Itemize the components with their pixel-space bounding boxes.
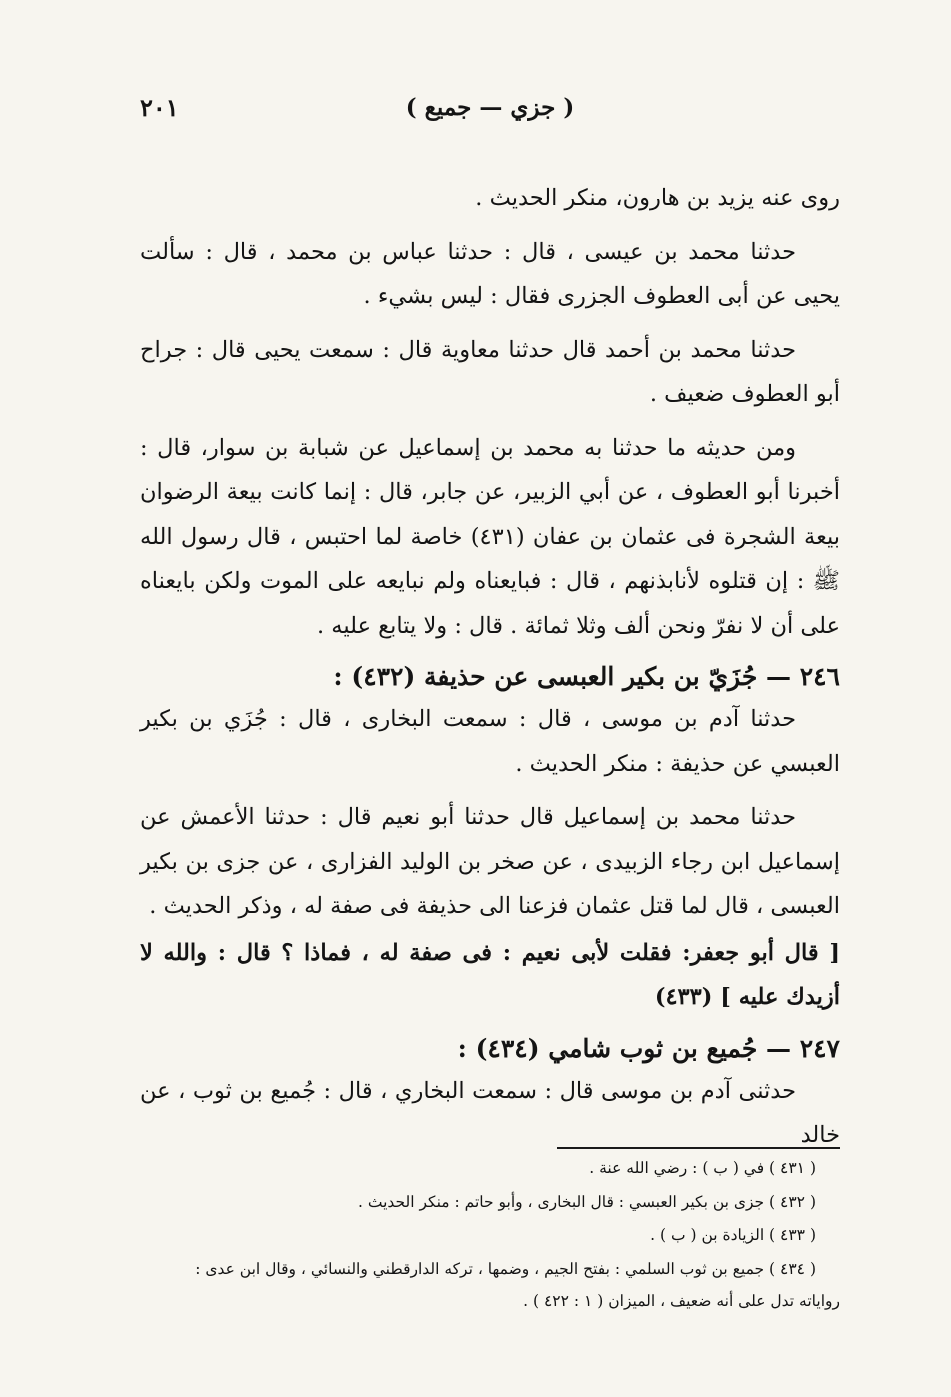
paragraph-jarrah-weak: حدثنا محمد بن أحمد قال حدثنا معاوية قال : سمعت يحيى قال : جراح أبو العطوف ضعيف . (140, 336, 840, 407)
paragraph-hudhayfa-hadith: حدثنا محمد بن إسماعيل قال حدثنا أبو نعيم قال : حدثنا الأعمش عن إسماعيل ابن رجاء الزبيدى ، عن صخر بن الوليد الفزارى ، عن جزى بن بكير العبسى ، قال لما قتل عثمان فزعنا الى حذيفة فى صفة له ، وذكر الحديث . (140, 804, 840, 919)
main-text (140, 176, 840, 1160)
footnote-434: ( ٤٣٤ ) جميع بن ثوب السلمي : بفتح الجيم ، وضمها ، تركه الدارقطني والنسائي ، وقال ابن عدى : (195, 1259, 816, 1278)
paragraph-juzay-munkar: حدثنا آدم بن موسى ، قال : سمعت البخارى ، قال : جُزَي بن بكير العبسي عن حذيفة : منكر الحديث . (140, 706, 840, 777)
footnote-431: ( ٤٣١ ) في ( ب ) : رضي الله عنة . (589, 1159, 816, 1177)
paragraph-narrators: روى عنه يزيد بن هارون، منكر الحديث . (475, 185, 840, 211)
entry-heading-247: ٢٤٧ — جُميع بن ثوب شامي (٤٣٤) : (457, 1033, 840, 1063)
paragraph-hadith-ridwan: ومن حديثه ما حدثنا به محمد بن إسماعيل عن شبابة بن سوار، قال : أخبرنا أبو العطوف ، عن أبي الزبير، عن جابر، قال : إنما كانت بيعة الرضوان بيعة الشجرة فى عثمان بن عفان (٤٣١) خاصة لما احتبس ، قال رسول الله ﷺ : إن قتلوه لأنابذنهم ، قال : فبايعناه ولم نبايعه على الموت ولكن بايعناه على أن لا نفرّ ونحن ألف وثلا ثمائة . قال : ولا يتابع عليه . (140, 434, 840, 639)
paragraph-abu-jafar-note: [ قال أبو جعفر: فقلت لأبى نعيم : فى صفة له ، فماذا ؟ قال : والله لا أزيدك عليه ] (٤٣٣) (140, 939, 840, 1010)
footnote-432: ( ٤٣٢ ) جزى بن بكير العبسي : قال البخارى ، وأبو حاتم : منكر الحديث . (358, 1192, 816, 1211)
entry-heading-246: ٢٤٦ — جُزَيّ بن بكير العبسى عن حذيفة (٤٣٢) : (333, 662, 840, 691)
footnote-divider (557, 1147, 840, 1149)
footnote-433: ( ٤٣٣ ) الزيادة بن ( ب ) . (650, 1226, 816, 1244)
running-title: ( جزي — جميع ) (405, 94, 575, 121)
page-number: ٢٠١ (140, 93, 179, 122)
footnotes (110, 1152, 840, 1316)
footnote-434-continuation: رواياته تدل على أنه ضعيف ، الميزان ( ١ : ٤٢٢ ) . (523, 1292, 840, 1310)
paragraph-yahya-opinion: حدثنا محمد بن عيسى ، قال : حدثنا عباس بن محمد ، قال : سألت يحيى عن أبى العطوف الجزرى فقال : ليس بشيء . (140, 238, 840, 309)
paragraph-jumay-bukhari: حدثنى آدم بن موسى قال : سمعت البخاري ، قال : جُميع بن ثوب ، عن خالد (140, 1077, 840, 1148)
page-header (140, 88, 840, 128)
